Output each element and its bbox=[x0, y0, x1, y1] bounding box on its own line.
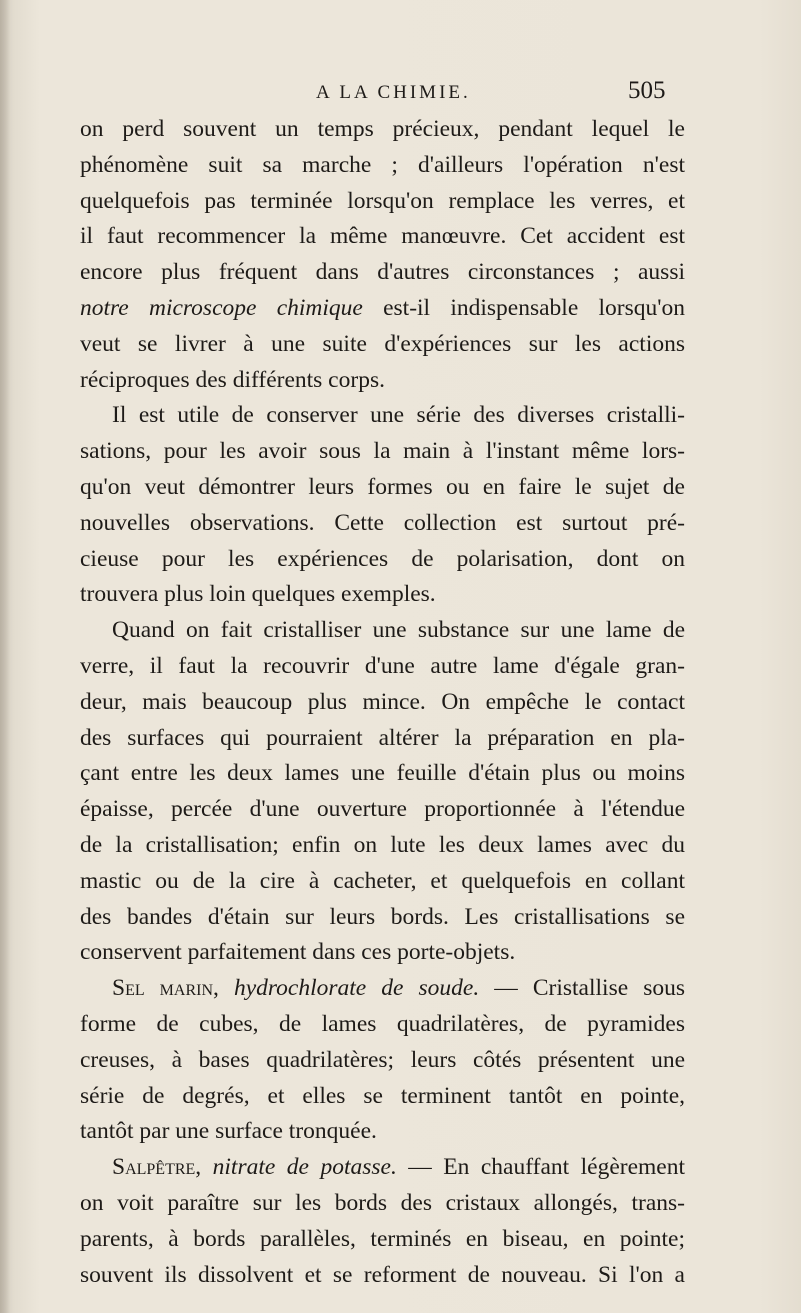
text-line bbox=[80, 1150, 685, 1186]
body-text bbox=[80, 112, 685, 1293]
text-line: veut se livrer à une suite d'expériences sur les actions bbox=[80, 330, 685, 357]
text-line bbox=[80, 291, 685, 327]
text-line: forme de cubes, de lames quadrilatères, de pyramides bbox=[80, 1010, 685, 1037]
text-line: réciproques des différents corps. bbox=[80, 366, 385, 393]
italic-term: nitrate de potasse. bbox=[212, 1154, 397, 1181]
text-line: phénomène suit sa marche ; d'ailleurs l'opération n'est bbox=[80, 151, 685, 178]
text-line: conservent parfaitement dans ces porte-objets. bbox=[80, 939, 516, 966]
italic-term: hydrochlorate de soude. bbox=[233, 975, 480, 1002]
text-line: quelquefois pas terminée lorsqu'on remplace les verres, et bbox=[80, 187, 685, 214]
text-line: série de degrés, et elles se terminent tantôt en pointe, bbox=[80, 1082, 685, 1109]
text-line: mastic ou de la cire à cacheter, et quelquefois en collant bbox=[80, 867, 685, 894]
text-run: — En chauffant légèrement bbox=[396, 1154, 686, 1181]
text-line: sations, pour les avoir sous la main à l'instant même lors- bbox=[80, 438, 685, 465]
text-line: çant entre les deux lames une feuille d'étain plus ou moins bbox=[80, 760, 685, 787]
entry-heading: Sel marin, bbox=[112, 975, 219, 1002]
page-number: 505 bbox=[628, 77, 666, 104]
text-line: encore plus fréquent dans d'autres circonstances ; aussi bbox=[80, 259, 685, 286]
text-line: parents, à bords parallèles, terminés en biseau, en pointe; bbox=[80, 1225, 685, 1252]
text-line: des surfaces qui pourraient altérer la préparation en pla- bbox=[80, 724, 685, 751]
text-line: trouvera plus loin quelques exemples. bbox=[80, 581, 436, 608]
text-line: on perd souvent un temps précieux, pendant lequel le bbox=[80, 116, 685, 142]
text-line: verre, il faut la recouvrir d'une autre lame d'égale gran- bbox=[80, 652, 685, 679]
text-line: creuses, à bases quadrilatères; leurs côtés présentent une bbox=[80, 1046, 685, 1073]
text-line: souvent ils dissolvent et se reforment de nouveau. Si l'on a bbox=[80, 1261, 685, 1288]
text-line: tantôt par une surface tronquée. bbox=[80, 1118, 377, 1145]
text-line: deur, mais beaucoup plus mince. On empêche le contact bbox=[80, 688, 685, 715]
text-line: il faut recommencer la même manœuvre. Cet accident est bbox=[80, 223, 685, 250]
entry-heading: Salpêtre, bbox=[112, 1154, 202, 1181]
text-line: nouvelles observations. Cette collection est surtout pré- bbox=[80, 509, 685, 536]
text-line: cieuse pour les expériences de polarisation, dont on bbox=[80, 545, 685, 572]
text-line: des bandes d'étain sur leurs bords. Les cristallisations se bbox=[80, 903, 685, 930]
text-line: qu'on veut démontrer leurs formes ou en faire le sujet de bbox=[80, 473, 685, 500]
text-line: épaisse, percée d'une ouverture proportionnée à l'étendue bbox=[80, 796, 685, 823]
text-line: de la cristallisation; enfin on lute les deux lames avec du bbox=[80, 831, 685, 858]
text-line: on voit paraître sur les bords des cristaux allongés, trans- bbox=[80, 1189, 685, 1216]
text-line: Quand on fait cristalliser une substance sur une lame de bbox=[112, 617, 685, 644]
text-run: — Cristallise sous bbox=[479, 975, 686, 1002]
binding-gutter-shadow bbox=[0, 0, 10, 1313]
text-run: est-il indispensable lorsqu'on bbox=[362, 294, 685, 321]
text-line bbox=[80, 971, 685, 1007]
text-line: Il est utile de conserver une série des diverses cristalli- bbox=[112, 402, 685, 429]
running-header: A LA CHIMIE. bbox=[316, 82, 471, 103]
italic-term: notre microscope chimique bbox=[80, 294, 363, 321]
